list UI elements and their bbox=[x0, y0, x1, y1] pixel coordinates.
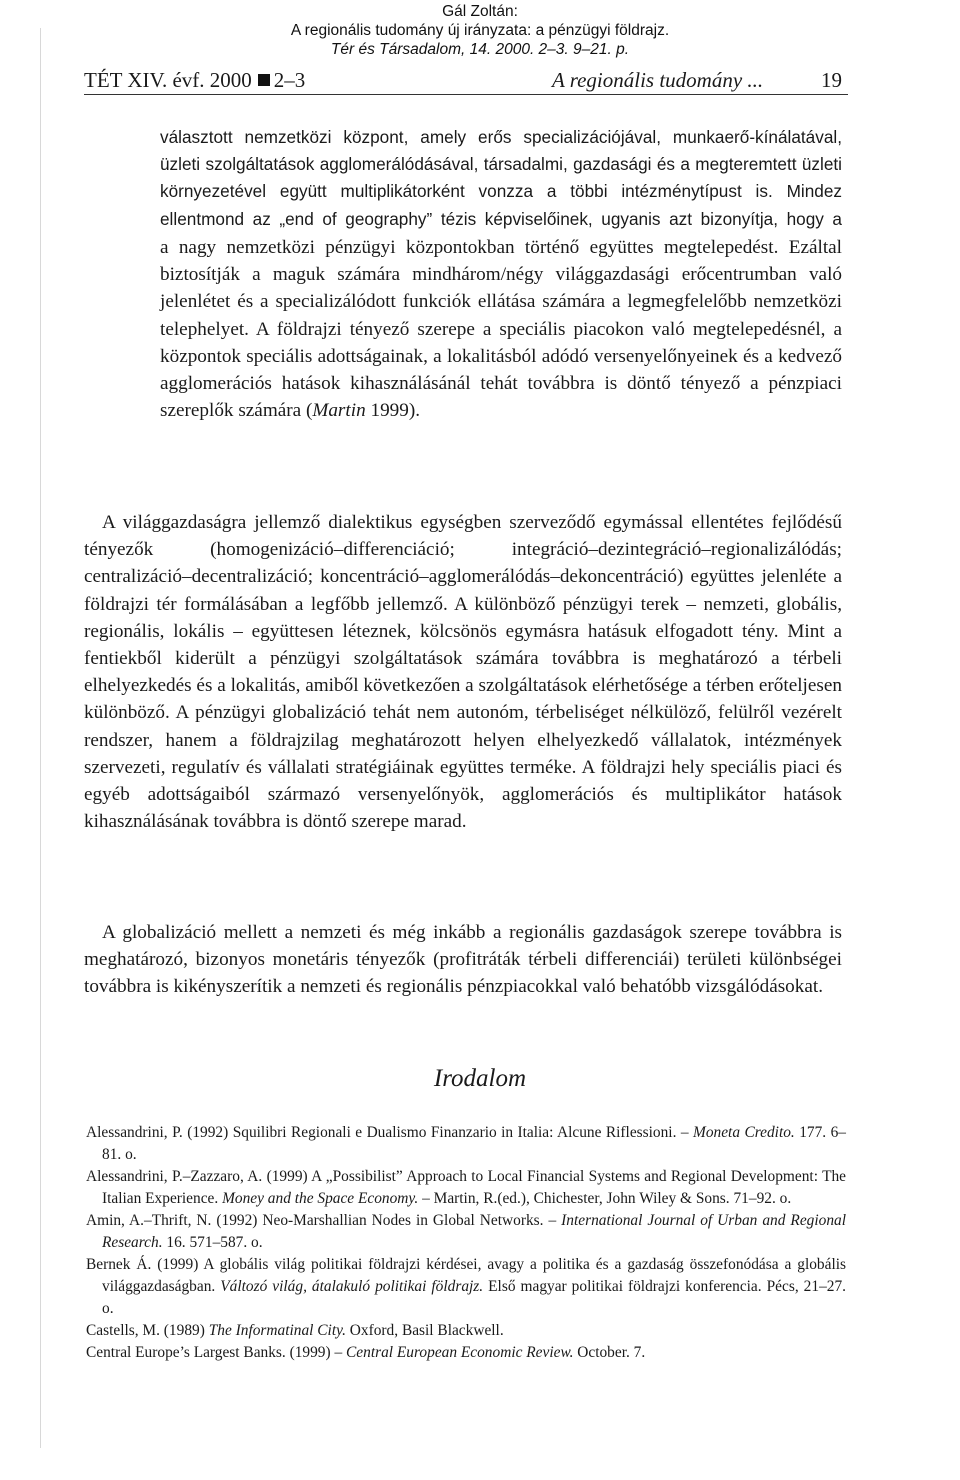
ref-details: 16. 571–587. o. bbox=[162, 1234, 263, 1251]
ref-title: The Informatinal City. bbox=[208, 1322, 346, 1339]
references-heading: Irodalom bbox=[433, 1065, 527, 1092]
citation-author: Gál Zoltán: bbox=[442, 3, 518, 20]
reference-item bbox=[86, 1166, 846, 1210]
ref-text: Castells, M. (1989) bbox=[86, 1322, 209, 1339]
ref-text: Amin, A.–Thrift, N. (1992) Neo-Marshallian Nodes in Global Networks. – bbox=[86, 1212, 562, 1229]
ref-details: Oxford, Basil Blackwell. bbox=[345, 1322, 504, 1339]
ref-details: October. 7. bbox=[573, 1344, 646, 1361]
ref-title: Central European Economic Review. bbox=[346, 1344, 574, 1361]
citation-source: Tér és Társadalom, 14. 2000. 2–3. 9–21. p. bbox=[330, 41, 630, 58]
reference-item bbox=[86, 1254, 846, 1320]
ref-title: International Journal of Urban and Regional Research. bbox=[102, 1212, 846, 1251]
reference-item bbox=[86, 1122, 846, 1166]
paragraph-text: A globalizáció mellett a nemzeti és még inkább a regionális gazdaságok szerepe továbbra is meghatározó, bizonyos monetáris tényezők (profitráták térbeli differenciái) területi különbségei továbbra is kikényszerítik a nemzeti és regionális pénzpiacokkal való behatóbb vizsgálódásokat. bbox=[84, 922, 842, 998]
paragraph-text: A világgazdaságra jellemző dialektikus egységben szerveződő egymással ellentétes fejlődésű tényezők (homogenizáció–differenciáció; integráció–dezintegráció–regionalizálódás; centralizáció–decentralizáció; koncentráció–agglomerálódás–dekoncentráció) együttes jelenléte a földrajzi tér formálásában a legfőbb jellemző. A különböző pénzügyi terek – nemzeti, globális, regionális, lokális – együttesen léteznek, kölcsönös egymásra hatásuk elfogadott tény. Mint a fentiekből kiderült a pénzügyi szolgáltatások számára továbbra is meghatározó a térbeli elhelyezkedés és a lokalitás, amiből következően a szolgáltatások elérhetősége a térben erőteljesen különböző. A pénzügyi globalizáció tehát nem autonóm, térbeliséget nélkülöző, felülről vezérelt rendszer, hanem a földrajzilag meghatározott helyen elhelyezkedő vállalatok, intézmények szervezeti, regulatív és vállalati stratégiáinak együttes terméke. A földrajzi hely speciális piaci és egyéb adottságaiból származó versenyelőnyök, agglomerációs és multiplikátor hatások kihasználásának továbbra is döntő szerepe marad. bbox=[84, 512, 842, 833]
square-bullet-icon bbox=[258, 74, 270, 86]
ref-text: Central Europe’s Largest Banks. (1999) – bbox=[86, 1344, 347, 1361]
page-number: 19 bbox=[821, 68, 842, 92]
cite-author: Martin bbox=[312, 400, 366, 422]
running-title: A regionális tudomány ... bbox=[552, 68, 764, 92]
journal-volume: TÉT XIV. évf. 2000 bbox=[84, 68, 252, 92]
paragraph bbox=[84, 919, 842, 1001]
ref-details: Első magyar politikai földrajzi konferencia. Pécs, 21–27. o. bbox=[102, 1278, 847, 1317]
reference-item bbox=[86, 1342, 846, 1364]
paragraph-text: választott nemzetközi központ, amely erős specializációjával, munkaerő-kínálatával, üzleti szolgáltatások agglomerálódásával, társadalmi, gazdasági és a megteremtett üzleti környezetével együtt multiplikátorként vonzza a többi intézménytípust is. Mindez ellentmond az „end of geography” tézis képviselőinek, ugyanis azt bizonyítja, hogy a bbox=[160, 127, 842, 229]
ref-details: 177. 6–81. o. bbox=[102, 1124, 846, 1163]
running-head bbox=[84, 66, 848, 95]
paragraph bbox=[84, 509, 842, 835]
cite-year: 1999). bbox=[365, 400, 421, 422]
citation-title: A regionális tudomány új irányzata: a pénzügyi földrajz. bbox=[290, 22, 670, 39]
paragraph-continued-sans bbox=[160, 124, 842, 233]
paragraph-body: a nagy nemzetközi pénzügyi központokban történő együttes megtelepedést. Ezáltal biztosítják a maguk számára mindhárom/négy világgazdasági erőcentrumban való jelenlétet és a specializálódott funkciók ellátása számára a legmegfelelőbb nemzetközi telephelyet. A földrajzi tényező szerepe a speciális piacokon való megtelepedésnél, a központok speciális adottságainak, a lokalitásból adódó versenyelőnyeinek és a kedvező agglomerációs hatások kihasználásánál tehát továbbra is döntő tényező a pénzpiaci szereplők számára ( bbox=[160, 237, 842, 422]
ref-title: Money and the Space Economy. bbox=[222, 1190, 419, 1207]
journal-number: 2–3 bbox=[273, 68, 306, 92]
citation-header bbox=[0, 2, 960, 59]
ref-text: Alessandrini, P. (1992) Squilibri Regionali e Dualismo Finanzario in Italia: Alcune Riflessioni. – bbox=[86, 1124, 694, 1141]
paragraph-continued-serif bbox=[160, 234, 842, 424]
journal-issue bbox=[84, 66, 305, 94]
ref-text: Bernek Á. (1999) A globális világ politikai földrajzi kérdései, avagy a politika és a gazdaság összefonódása a globális világgazdaságban. bbox=[86, 1256, 846, 1295]
reference-item bbox=[86, 1320, 846, 1342]
reference-item bbox=[86, 1210, 846, 1254]
scan-margin-line bbox=[40, 28, 41, 1448]
reference-list bbox=[86, 1122, 846, 1364]
ref-details: – Martin, R.(ed.), Chichester, John Wiley & Sons. 71–92. o. bbox=[418, 1190, 792, 1207]
paragraph-text bbox=[160, 234, 842, 424]
ref-text: Alessandrini, P.–Zazzaro, A. (1999) A „Possibilist” Approach to Local Financial Systems and Regional Development: The Italian Experience. bbox=[86, 1168, 846, 1207]
ref-title: Moneta Credito. bbox=[693, 1124, 795, 1141]
ref-title: Változó világ, átalakuló politikai földrajz. bbox=[220, 1278, 484, 1295]
